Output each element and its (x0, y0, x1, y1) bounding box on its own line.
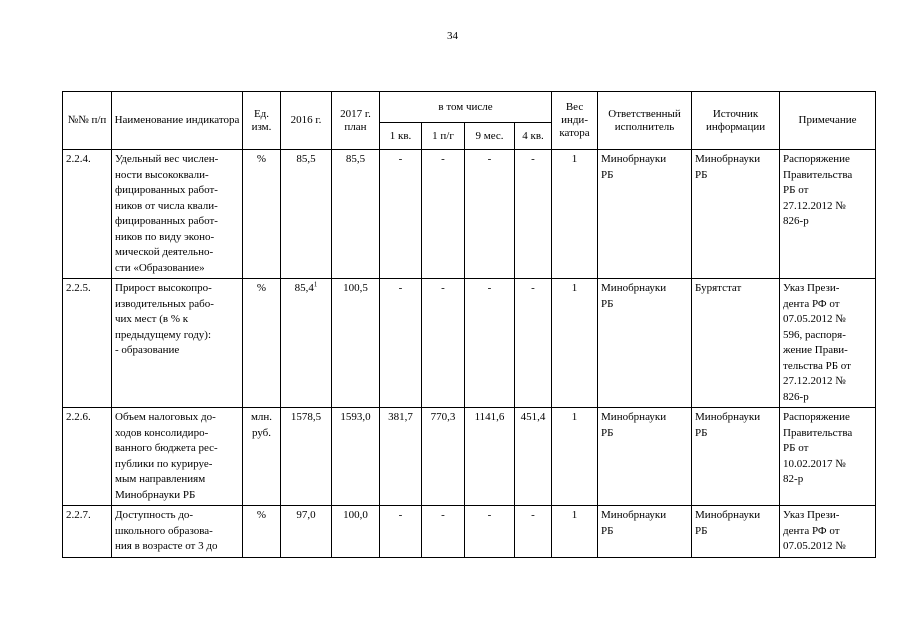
cell-text: % (256, 282, 267, 294)
cell-text: % (256, 509, 267, 521)
cell-line: Минобрнауки (695, 153, 761, 165)
cell-text: - (531, 282, 535, 294)
cell-line: 596, распоря- (783, 328, 846, 341)
cell-line: Минобрнауки (695, 509, 761, 521)
cell-text: - (441, 282, 445, 294)
cell-text: 1141,6 (474, 411, 505, 423)
cell-line: дента РФ от (783, 524, 840, 537)
note (780, 150, 876, 279)
cell-line: фицированных работ- (115, 215, 218, 227)
value-2017-plan (332, 408, 380, 506)
cell-line: Минобрнауки (601, 153, 667, 165)
cell-text: 451,4 (520, 411, 546, 423)
value-h1 (422, 279, 465, 408)
indicators-table (62, 91, 876, 558)
row-number (63, 506, 112, 558)
cell-line: РБ (695, 524, 708, 537)
cell-text: 1593,0 (340, 411, 371, 423)
cell-line: Минобрнауки (601, 509, 667, 521)
cell-line: Правительства (783, 168, 853, 181)
cell-line: Объем налоговых до- (115, 411, 216, 423)
cell-line: ников по виду эконо- (115, 230, 215, 243)
cell-text: 770,3 (430, 411, 456, 423)
cell-line: Правительства (783, 426, 853, 439)
row-number (63, 279, 112, 408)
value-2017-plan (332, 150, 380, 279)
cell-line: ванного бюджета рес- (115, 442, 218, 454)
note (780, 506, 876, 558)
cell-text: - (531, 509, 535, 521)
responsible-executor (598, 150, 692, 279)
cell-line: РБ (695, 168, 708, 181)
value-9m (465, 150, 515, 279)
indicator-name (112, 506, 243, 558)
cell-text: 2.2.7. (66, 509, 91, 521)
cell-line: РБ (601, 426, 614, 439)
cell-line: Указ Прези- (783, 282, 840, 294)
cell-text: - (441, 153, 445, 165)
cell-line: мым направлениям (115, 473, 206, 485)
cell-line: ходов консолидиро- (115, 426, 209, 439)
cell-text: 1 (571, 509, 578, 521)
indicator-weight (552, 150, 598, 279)
value-q1 (380, 408, 422, 506)
cell-line: ности высококвали- (115, 168, 209, 181)
page-number: 34 (447, 30, 458, 42)
value-2016 (281, 150, 332, 279)
cell-text: - (487, 509, 492, 521)
cell-text: 1 (571, 282, 578, 294)
cell-text: 85,5 (345, 153, 366, 165)
value-q1 (380, 506, 422, 558)
cell-line: Доступность до- (115, 509, 194, 521)
cell-line: ния в возрасте от 3 до (115, 540, 218, 552)
cell-text: - (398, 153, 403, 165)
cell-line: - образование (115, 344, 180, 356)
value-h1 (422, 150, 465, 279)
cell-line: Распоряжение (783, 153, 850, 165)
cell-line: Минобрнауки РБ (115, 488, 196, 501)
header-unit: Ед. изм. (243, 92, 281, 150)
cell-line: публики по курируе- (115, 457, 213, 470)
cell-line: изводительных рабо- (115, 297, 214, 310)
cell-line: дента РФ от (783, 297, 840, 310)
cell-text: - (398, 509, 403, 521)
cell-text: % (256, 153, 267, 165)
table-row (63, 150, 876, 279)
value-q1 (380, 279, 422, 408)
cell-line: 07.05.2012 № (783, 313, 846, 325)
value-q4 (515, 150, 552, 279)
cell-text: - (487, 153, 492, 165)
cell-line: Минобрнауки (695, 411, 761, 423)
header-note: Примечание (780, 92, 876, 150)
cell-line: ников от числа квали- (115, 199, 218, 212)
value-h1 (422, 506, 465, 558)
cell-line: жение Прави- (783, 344, 848, 356)
value-2016 (281, 506, 332, 558)
header-q4: 4 кв. (515, 123, 552, 150)
cell-line: Бурятстат (695, 282, 742, 294)
cell-line: сти «Образование» (115, 261, 205, 274)
value-h1 (422, 408, 465, 506)
cell-text: 85,4 (294, 282, 314, 294)
unit (243, 150, 281, 279)
cell-line: предыдущему году): (115, 328, 212, 341)
information-source (692, 506, 780, 558)
cell-text: 100,0 (343, 509, 368, 521)
cell-text: 1 (571, 411, 578, 423)
cell-line: Минобрнауки (601, 411, 667, 423)
responsible-executor (598, 506, 692, 558)
header-h1: 1 п/г (422, 123, 465, 150)
cell-line: школьного образова- (115, 524, 213, 537)
cell-line: 07.05.2012 № (783, 540, 846, 552)
value-2016 (281, 279, 332, 408)
value-q1 (380, 150, 422, 279)
information-source (692, 408, 780, 506)
cell-line: Минобрнауки (601, 282, 667, 294)
indicator-name (112, 408, 243, 506)
cell-line: чих мест (в % к (115, 313, 189, 325)
indicator-weight (552, 279, 598, 408)
cell-line: РБ (601, 524, 614, 537)
indicator-name (112, 279, 243, 408)
cell-line: Прирост высокопро- (115, 282, 212, 294)
unit (243, 506, 281, 558)
value-2016 (281, 408, 332, 506)
cell-line: 27.12.2012 № (783, 199, 846, 212)
cell-line: РБ (601, 168, 614, 181)
indicator-name (112, 150, 243, 279)
cell-line: тельства РБ от (783, 359, 851, 372)
cell-text: - (441, 509, 445, 521)
cell-line: 27.12.2012 № (783, 375, 846, 387)
value-9m (465, 506, 515, 558)
cell-text: - (531, 153, 535, 165)
value-2017-plan (332, 279, 380, 408)
cell-text: 2.2.6. (66, 411, 91, 423)
row-number (63, 150, 112, 279)
cell-line: 826-р (783, 215, 809, 227)
value-q4 (515, 506, 552, 558)
value-9m (465, 408, 515, 506)
cell-line: мической деятельно- (115, 246, 214, 258)
responsible-executor (598, 279, 692, 408)
cell-line: РБ (601, 297, 614, 310)
cell-text: 2.2.4. (66, 153, 91, 165)
note (780, 408, 876, 506)
cell-text: 100,5 (343, 282, 368, 294)
responsible-executor (598, 408, 692, 506)
header-source: Источник информации (692, 92, 780, 150)
cell-line: 10.02.2017 № (783, 457, 846, 470)
cell-text: 97,0 (296, 509, 316, 521)
cell-line: РБ от (783, 442, 809, 454)
header-num: №№ п/п (63, 92, 112, 150)
cell-line: фицированных работ- (115, 184, 218, 196)
header-weight: Вес инди-катора (552, 92, 598, 150)
cell-text: млн. руб. (250, 411, 273, 439)
value-q4 (515, 408, 552, 506)
row-number (63, 408, 112, 506)
value-9m (465, 279, 515, 408)
cell-text: - (398, 282, 403, 294)
cell-text: 2.2.5. (66, 282, 91, 294)
header-q1: 1 кв. (380, 123, 422, 150)
header-name: Наименование индикатора (112, 92, 243, 150)
header-2016: 2016 г. (281, 92, 332, 150)
cell-line: 82-р (783, 473, 804, 485)
cell-line: РБ от (783, 184, 809, 196)
cell-text: 381,7 (388, 411, 413, 423)
cell-text: - (487, 282, 492, 294)
header-row-top (63, 92, 876, 123)
table-row (63, 408, 876, 506)
unit (243, 408, 281, 506)
cell-line: Указ Прези- (783, 509, 840, 521)
note (780, 279, 876, 408)
cell-line: Удельный вес числен- (115, 153, 219, 165)
value-2017-plan (332, 506, 380, 558)
cell-text: 85,5 (296, 153, 316, 165)
header-9m: 9 мес. (465, 123, 515, 150)
cell-text: 1 (571, 153, 578, 165)
cell-line: 826-р (783, 390, 809, 403)
header-2017-plan: 2017 г. план (332, 92, 380, 150)
cell-line: РБ (695, 426, 708, 439)
indicator-weight (552, 506, 598, 558)
information-source (692, 279, 780, 408)
table-row (63, 506, 876, 558)
header-including: в том числе (380, 92, 552, 123)
value-q4 (515, 279, 552, 408)
unit (243, 279, 281, 408)
header-responsible: Ответственный исполнитель (598, 92, 692, 150)
table-row (63, 279, 876, 408)
footnote-mark: 1 (313, 280, 318, 289)
cell-text: 1578,5 (290, 411, 322, 423)
information-source (692, 150, 780, 279)
cell-line: Распоряжение (783, 411, 850, 423)
indicator-weight (552, 408, 598, 506)
